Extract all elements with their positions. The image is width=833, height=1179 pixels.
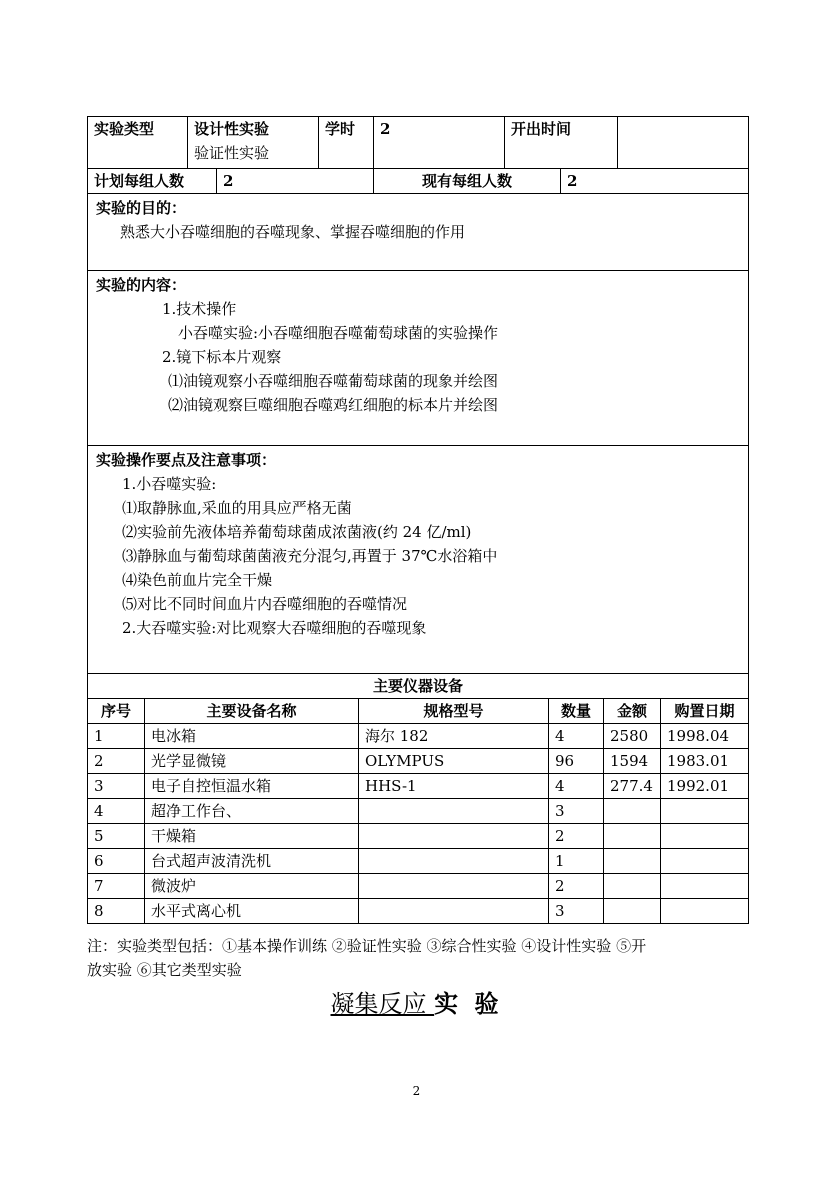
col-header-model: 规格型号 [359, 699, 549, 724]
content-line: ⑵油镜观察巨噬细胞吞噬鸡红细胞的标本片并绘图 [168, 396, 499, 414]
experiment-header-table [87, 116, 749, 169]
cell-amount: 2580 [604, 724, 661, 749]
footnote-line-2: 放实验 ⑥其它类型实验 [87, 961, 242, 979]
col-header-no: 序号 [88, 699, 145, 724]
cell-name: 台式超声波清洗机 [145, 849, 359, 874]
cell-name: 电子自控恒温水箱 [145, 774, 359, 799]
notes-line: 2.大吞噬实验:对比观察大吞噬细胞的吞噬现象 [122, 619, 427, 637]
type-value-2: 验证性实验 [194, 144, 270, 162]
cell-qty: 4 [549, 774, 604, 799]
cell-qty: 1 [549, 849, 604, 874]
cell-amount [604, 849, 661, 874]
planned-label: 计划每组人数 [88, 169, 217, 194]
cell-model [359, 799, 549, 824]
cell-no: 8 [88, 899, 145, 924]
footnote-line-1: 注：实验类型包括：①基本操作训练 ②验证性实验 ③综合性实验 ④设计性实验 ⑤开 [87, 937, 647, 955]
cell-name: 干燥箱 [145, 824, 359, 849]
cell-no: 3 [88, 774, 145, 799]
cell-no: 6 [88, 849, 145, 874]
cell-model [359, 824, 549, 849]
cell-name: 光学显微镜 [145, 749, 359, 774]
content-line: 1.技术操作 [162, 300, 237, 318]
footnote [87, 934, 747, 982]
hours-value: 2 [374, 117, 505, 169]
cell-no: 7 [88, 874, 145, 899]
cell-date: 1992.01 [661, 774, 749, 799]
notes-line: ⑴取静脉血,采血的用具应严格无菌 [122, 499, 352, 517]
notes-line: ⑷染色前血片完全干燥 [122, 571, 273, 589]
type-label: 实验类型 [88, 117, 188, 169]
page-number: 2 [412, 1084, 421, 1098]
content-section [88, 271, 749, 446]
planned-value: 2 [217, 169, 374, 194]
table-row [88, 849, 749, 874]
cell-no: 1 [88, 724, 145, 749]
cell-date [661, 874, 749, 899]
cell-date [661, 799, 749, 824]
col-header-qty: 数量 [549, 699, 604, 724]
table-row [88, 774, 749, 799]
table-row [88, 899, 749, 924]
open-time-label: 开出时间 [505, 117, 618, 169]
next-title-bold: 实 验 [434, 989, 503, 1018]
cell-date [661, 849, 749, 874]
cell-qty: 2 [549, 874, 604, 899]
type-value [188, 117, 319, 169]
table-row [88, 874, 749, 899]
cell-amount [604, 899, 661, 924]
cell-name: 超净工作台、 [145, 799, 359, 824]
cell-model: HHS-1 [359, 774, 549, 799]
cell-date [661, 899, 749, 924]
equipment-title: 主要仪器设备 [88, 674, 749, 699]
table-row [88, 724, 749, 749]
cell-qty: 3 [549, 799, 604, 824]
next-experiment-title [0, 986, 833, 1022]
equipment-header-row [88, 699, 749, 724]
col-header-name: 主要设备名称 [145, 699, 359, 724]
cell-amount: 277.4 [604, 774, 661, 799]
group-size-table [87, 168, 749, 194]
notes-line: ⑶静脉血与葡萄球菌菌液充分混匀,再置于 37℃水浴箱中 [122, 547, 498, 565]
notes-section [88, 446, 749, 674]
cell-model: OLYMPUS [359, 749, 549, 774]
next-title-underlined: 凝集反应 [330, 990, 435, 1018]
notes-title: 实验操作要点及注意事项： [96, 451, 277, 469]
cell-no: 5 [88, 824, 145, 849]
table-row [88, 749, 749, 774]
equipment-table [87, 673, 749, 924]
cell-no: 2 [88, 749, 145, 774]
current-value: 2 [561, 169, 749, 194]
current-label: 现有每组人数 [374, 169, 561, 194]
cell-name: 电冰箱 [145, 724, 359, 749]
table-row [88, 824, 749, 849]
cell-qty: 4 [549, 724, 604, 749]
purpose-section [88, 194, 749, 271]
col-header-amount: 金额 [604, 699, 661, 724]
type-value-1: 设计性实验 [194, 120, 270, 138]
cell-date [661, 824, 749, 849]
cell-model: 海尔 182 [359, 724, 549, 749]
cell-amount: 1594 [604, 749, 661, 774]
cell-date: 1998.04 [661, 724, 749, 749]
hours-label: 学时 [319, 117, 374, 169]
cell-qty: 3 [549, 899, 604, 924]
content-line: ⑴油镜观察小吞噬细胞吞噬葡萄球菌的现象并绘图 [168, 372, 499, 390]
cell-amount [604, 824, 661, 849]
col-header-date: 购置日期 [661, 699, 749, 724]
cell-name: 水平式离心机 [145, 899, 359, 924]
content-line: 2.镜下标本片观察 [162, 348, 282, 366]
content-title: 实验的内容： [96, 276, 187, 294]
cell-model [359, 849, 549, 874]
cell-model [359, 874, 549, 899]
sections-table [87, 193, 749, 674]
purpose-text: 熟悉大小吞噬细胞的吞噬现象、掌握吞噬细胞的作用 [120, 223, 466, 241]
cell-model [359, 899, 549, 924]
open-time-value [618, 117, 749, 169]
cell-amount [604, 874, 661, 899]
notes-line: ⑸对比不同时间血片内吞噬细胞的吞噬情况 [122, 595, 408, 613]
cell-no: 4 [88, 799, 145, 824]
cell-name: 微波炉 [145, 874, 359, 899]
cell-amount [604, 799, 661, 824]
cell-qty: 2 [549, 824, 604, 849]
content-line: 小吞噬实验:小吞噬细胞吞噬葡萄球菌的实验操作 [178, 324, 499, 342]
notes-line: 1.小吞噬实验: [122, 475, 217, 493]
equipment-body [88, 724, 749, 924]
cell-date: 1983.01 [661, 749, 749, 774]
purpose-title: 实验的目的： [96, 199, 187, 217]
notes-line: ⑵实验前先液体培养葡萄球菌成浓菌液(约 24 亿/ml) [122, 523, 472, 541]
cell-qty: 96 [549, 749, 604, 774]
table-row [88, 799, 749, 824]
